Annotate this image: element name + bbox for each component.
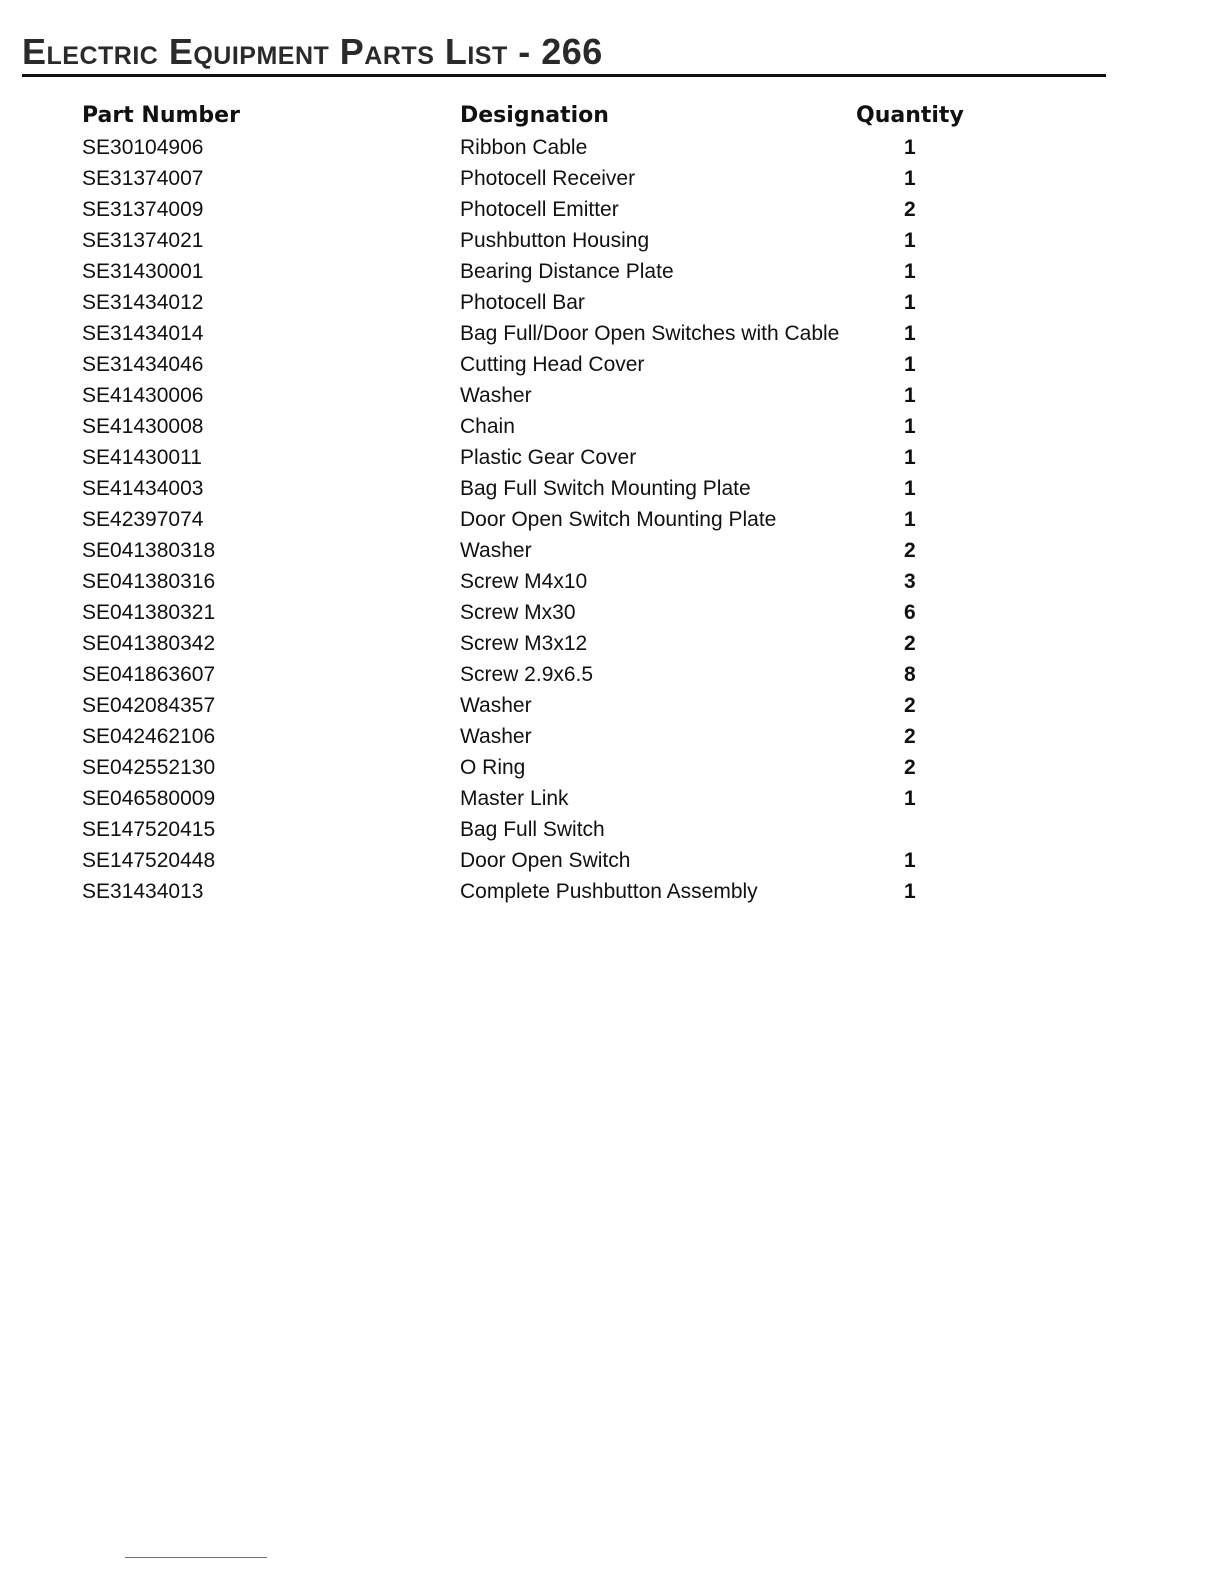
designation-cell: Screw M3x12 (460, 631, 588, 655)
quantity-cell: 8 (904, 662, 916, 686)
table-row (82, 752, 986, 783)
part-number-cell: SE041380342 (82, 631, 216, 655)
quantity-cell: 1 (904, 848, 916, 872)
table-row (82, 287, 986, 318)
part-number-cell: SE041863607 (82, 662, 216, 686)
designation-cell: Pushbutton Housing (460, 228, 650, 252)
designation-cell: Washer (460, 383, 532, 407)
part-number-cell: SE30104906 (82, 135, 204, 159)
part-number-cell: SE31434013 (82, 879, 204, 903)
designation-cell: Washer (460, 693, 532, 717)
designation-header: Designation (460, 102, 609, 128)
designation-cell: Door Open Switch (460, 848, 631, 872)
table-row (82, 845, 986, 876)
table-row (82, 473, 986, 504)
title-divider (22, 74, 1106, 77)
quantity-cell: 2 (904, 197, 916, 221)
designation-cell: Bag Full Switch (460, 817, 605, 841)
designation-cell: Cutting Head Cover (460, 352, 645, 376)
table-row (82, 163, 986, 194)
designation-cell: Washer (460, 538, 532, 562)
footer-link-underline (125, 1557, 267, 1558)
table-row (82, 411, 986, 442)
designation-cell: Screw M4x10 (460, 569, 588, 593)
designation-cell: Screw Mx30 (460, 600, 576, 624)
part-number-cell: SE31434012 (82, 290, 204, 314)
designation-cell: Photocell Emitter (460, 197, 619, 221)
part-number-cell: SE041380318 (82, 538, 216, 562)
part-number-cell: SE041380321 (82, 600, 216, 624)
table-row (82, 442, 986, 473)
table-row (82, 566, 986, 597)
designation-cell: Photocell Receiver (460, 166, 636, 190)
part-number-cell: SE31374009 (82, 197, 204, 221)
table-row (82, 659, 986, 690)
table-row (82, 380, 986, 411)
designation-cell: Bag Full Switch Mounting Plate (460, 476, 751, 500)
quantity-cell: 1 (904, 786, 916, 810)
part-number-cell: SE31430001 (82, 259, 204, 283)
page-title: Electric Equipment Parts List - 266 (22, 31, 603, 72)
table-row (82, 225, 986, 256)
quantity-cell (856, 814, 986, 845)
designation-cell: Master Link (460, 786, 569, 810)
quantity-cell: 6 (904, 600, 916, 624)
part-number-cell: SE042084357 (82, 693, 216, 717)
designation-cell: Bag Full/Door Open Switches with Cable (460, 321, 840, 345)
part-number-cell: SE31374021 (82, 228, 204, 252)
table-row (82, 597, 986, 628)
designation-cell: Door Open Switch Mounting Plate (460, 507, 777, 531)
part-number-cell: SE31374007 (82, 166, 204, 190)
table-header-row (82, 98, 986, 132)
quantity-cell: 1 (904, 476, 916, 500)
quantity-cell: 1 (904, 228, 916, 252)
part-number-cell: SE042552130 (82, 755, 216, 779)
quantity-cell: 1 (904, 879, 916, 903)
designation-cell: Photocell Bar (460, 290, 585, 314)
table-row (82, 535, 986, 566)
designation-cell: Ribbon Cable (460, 135, 588, 159)
part-number-cell: SE046580009 (82, 786, 216, 810)
parts-table (82, 98, 986, 907)
quantity-cell: 2 (904, 724, 916, 748)
part-number-cell: SE041380316 (82, 569, 216, 593)
part-number-cell: SE147520415 (82, 817, 216, 841)
designation-cell: Bearing Distance Plate (460, 259, 674, 283)
part-number-cell: SE41430006 (82, 383, 204, 407)
quantity-cell: 1 (904, 414, 916, 438)
quantity-cell: 2 (904, 538, 916, 562)
designation-cell: Screw 2.9x6.5 (460, 662, 594, 686)
quantity-header: Quantity (856, 102, 964, 128)
quantity-cell: 1 (904, 290, 916, 314)
designation-cell: Plastic Gear Cover (460, 445, 637, 469)
quantity-cell: 1 (904, 135, 916, 159)
page-header (22, 30, 1106, 74)
quantity-cell: 1 (904, 259, 916, 283)
part-number-cell: SE42397074 (82, 507, 204, 531)
quantity-cell: 2 (904, 755, 916, 779)
designation-cell: Complete Pushbutton Assembly (460, 879, 758, 903)
table-row (82, 876, 986, 907)
quantity-cell: 3 (904, 569, 916, 593)
table-row (82, 628, 986, 659)
part-number-header: Part Number (82, 102, 240, 128)
quantity-cell: 1 (904, 321, 916, 345)
part-number-cell: SE31434046 (82, 352, 204, 376)
table-row (82, 783, 986, 814)
part-number-cell: SE41434003 (82, 476, 204, 500)
table-row (82, 194, 986, 225)
part-number-cell: SE31434014 (82, 321, 204, 345)
part-number-cell: SE147520448 (82, 848, 216, 872)
parts-table-body (82, 132, 986, 907)
designation-cell: Chain (460, 414, 515, 438)
designation-cell: Washer (460, 724, 532, 748)
designation-cell: O Ring (460, 755, 526, 779)
quantity-cell: 1 (904, 383, 916, 407)
table-row (82, 318, 986, 349)
table-row (82, 690, 986, 721)
table-row (82, 721, 986, 752)
quantity-cell: 1 (904, 166, 916, 190)
part-number-cell: SE41430011 (82, 445, 202, 469)
table-row (82, 504, 986, 535)
table-row (82, 132, 986, 163)
quantity-cell: 2 (904, 693, 916, 717)
quantity-cell: 1 (904, 507, 916, 531)
part-number-cell: SE042462106 (82, 724, 216, 748)
table-row (82, 814, 986, 845)
quantity-cell: 1 (904, 445, 916, 469)
table-row (82, 256, 986, 287)
table-row (82, 349, 986, 380)
quantity-cell: 2 (904, 631, 916, 655)
part-number-cell: SE41430008 (82, 414, 204, 438)
quantity-cell: 1 (904, 352, 916, 376)
